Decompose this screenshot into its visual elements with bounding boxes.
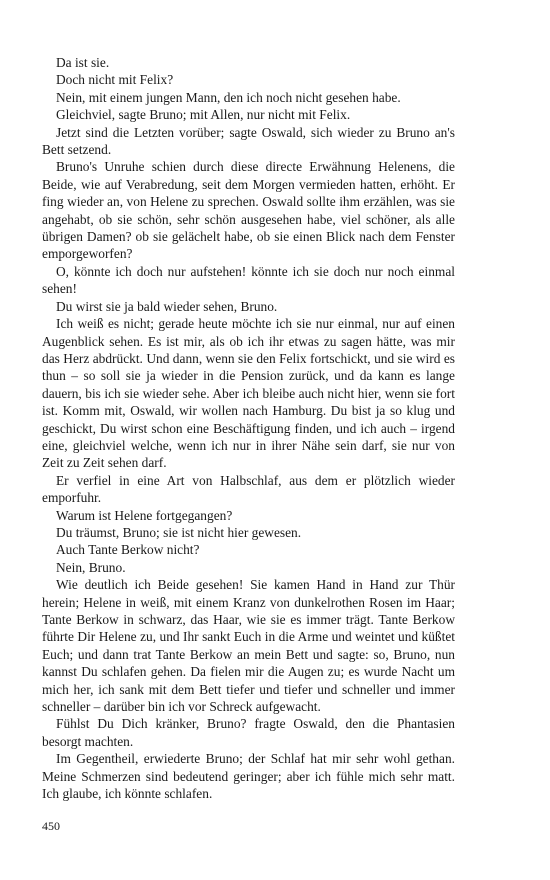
paragraph: Er verfiel in eine Art von Halbschlaf, aus dem er plötzlich wieder emporfuhr. bbox=[42, 472, 455, 506]
paragraph: Warum ist Helene fortgegangen? bbox=[56, 507, 233, 523]
paragraph: Du träumst, Bruno; sie ist nicht hier gewesen. bbox=[56, 524, 302, 540]
paragraph: Wie deutlich ich Beide gesehen! Sie kamen Hand in Hand zur Thür herein; Helene in weiß, mit einem Kranz von dunkelrothen Rosen im Haar; Tante Berkow in schwarz, das Haar, wie sie es immer trägt. Tante Berkow führte Dir Helene zu, und Ihr sankt Euch in die Arme und weintet und küßtet Euch; und dann trat Tante Berkow an mein Bett und sagte: so, Bruno, nun kannst Du schlafen gehen. Da fielen mir die Augen zu; es wurde Nacht um mich her, ich sank mit dem Bett tiefer und tiefer und schneller und immer schneller – darüber bin ich vor Schreck aufgewacht. bbox=[42, 577, 455, 715]
paragraph: Nein, Bruno. bbox=[56, 559, 126, 575]
paragraph: Jetzt sind die Letzten vorüber; sagte Oswald, sich wieder zu Bruno an's Bett setzend. bbox=[42, 124, 455, 158]
paragraph: Nein, mit einem jungen Mann, den ich noch nicht gesehen habe. bbox=[56, 89, 401, 105]
paragraph: Bruno's Unruhe schien durch diese directe Erwähnung Helenens, die Beide, wie auf Verabredung, seit dem Morgen vermieden hatten, erhöht. Er fing wieder an, von Helene zu sprechen. Oswald sollte ihm erzählen, was sie angehabt, ob sie schön, sehr schön ausgesehen habe, viel schöner, als alle übrigen Damen? ob sie gelächelt habe, ob sie einen Blick nach dem Fenster emporgeworfen? bbox=[42, 159, 455, 262]
paragraph: Fühlst Du Dich kränker, Bruno? fragte Oswald, den die Phantasien besorgt machten. bbox=[42, 716, 455, 749]
paragraph: Doch nicht mit Felix? bbox=[56, 72, 174, 88]
paragraph: Da ist sie. bbox=[56, 55, 110, 70]
paragraph: O, könnte ich doch nur aufstehen! könnte ich sie doch nur noch einmal sehen! bbox=[42, 263, 455, 297]
paragraph: Ich weiß es nicht; gerade heute möchte ich sie nur einmal, nur auf einen Augenblick sehen. Es ist mir, als ob ich ihr etwas zu sagen hätte, was mir das Herz abdrückt. Und dann, wenn sie den Felix fortschickt, und sie wird es thun – so soll sie ja wieder in die Pension zurück, und da kann es lange dauern, bis ich sie wieder sehe. Aber ich bleibe auch nicht hier, wenn sie fort ist. Komm mit, Oswald, wir wollen nach Hamburg. Du bist ja so klug und geschickt, Du wirst schon eine Beschäftigung finden, und ich auch – irgend eine, gleichviel welche, wenn ich nur in ihrer Nähe sein darf, sie nur von Zeit zu Zeit sehen darf. bbox=[42, 316, 455, 471]
page-number: 450 bbox=[42, 819, 60, 833]
paragraph: Auch Tante Berkow nicht? bbox=[56, 542, 200, 558]
text-block bbox=[42, 54, 455, 802]
paragraph: Im Gegentheil, erwiederte Bruno; der Schlaf hat mir sehr wohl gethan. Meine Schmerzen sind bedeutend geringer; aber ich fühle mich sehr matt. Ich glaube, ich könnte schlafen. bbox=[42, 751, 455, 802]
paragraph: Du wirst sie ja bald wieder sehen, Bruno. bbox=[56, 298, 278, 314]
paragraph: Gleichviel, sagte Bruno; mit Allen, nur nicht mit Felix. bbox=[56, 107, 351, 123]
